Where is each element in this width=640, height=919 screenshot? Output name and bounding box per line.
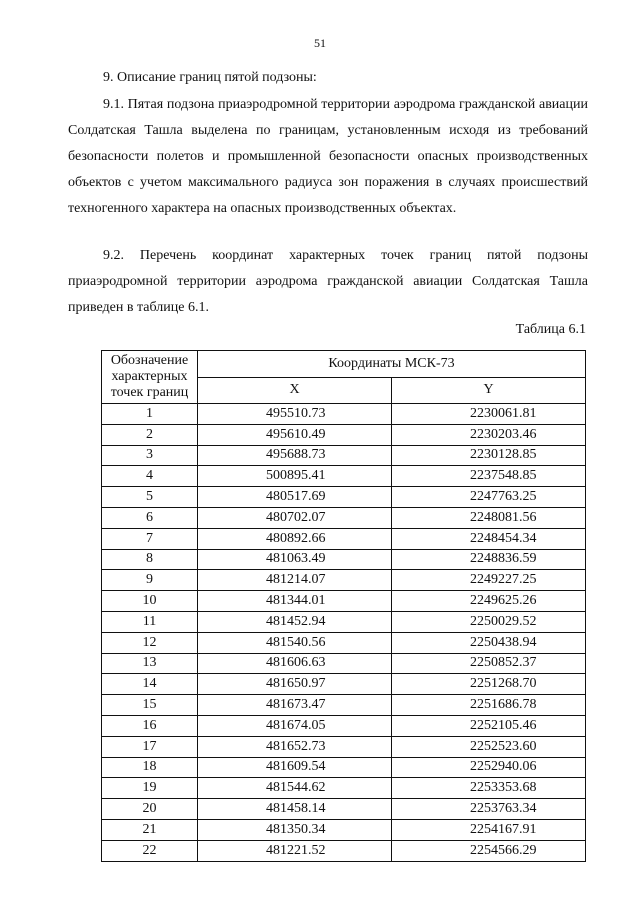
y-coordinate-cell: 2230203.46 [392, 424, 586, 445]
x-coordinate-cell: 495610.49 [198, 424, 392, 445]
coordinates-table [101, 350, 586, 862]
table-row [102, 778, 586, 799]
x-coordinate-cell: 481652.73 [198, 736, 392, 757]
header-y: Y [392, 377, 586, 403]
table-row [102, 591, 586, 612]
point-number-cell: 10 [102, 591, 198, 612]
x-coordinate-cell: 481609.54 [198, 757, 392, 778]
point-number-cell: 3 [102, 445, 198, 466]
point-number-cell: 8 [102, 549, 198, 570]
x-coordinate-cell: 481350.34 [198, 819, 392, 840]
point-number-cell: 4 [102, 466, 198, 487]
y-coordinate-cell: 2252105.46 [392, 715, 586, 736]
point-number-cell: 11 [102, 611, 198, 632]
y-coordinate-cell: 2237548.85 [392, 466, 586, 487]
x-coordinate-cell: 481544.62 [198, 778, 392, 799]
point-number-cell: 5 [102, 487, 198, 508]
point-number-cell: 18 [102, 757, 198, 778]
point-number-cell: 19 [102, 778, 198, 799]
x-coordinate-cell: 495510.73 [198, 404, 392, 425]
y-coordinate-cell: 2250438.94 [392, 632, 586, 653]
y-coordinate-cell: 2254566.29 [392, 840, 586, 861]
coordinates-table-body [102, 404, 586, 862]
point-number-cell: 17 [102, 736, 198, 757]
table-row [102, 424, 586, 445]
table-row [102, 674, 586, 695]
table-row [102, 487, 586, 508]
point-number-cell: 9 [102, 570, 198, 591]
y-coordinate-cell: 2250029.52 [392, 611, 586, 632]
y-coordinate-cell: 2249227.25 [392, 570, 586, 591]
y-coordinate-cell: 2230128.85 [392, 445, 586, 466]
x-coordinate-cell: 481458.14 [198, 799, 392, 820]
y-coordinate-cell: 2248454.34 [392, 528, 586, 549]
x-coordinate-cell: 481452.94 [198, 611, 392, 632]
y-coordinate-cell: 2251686.78 [392, 695, 586, 716]
y-coordinate-cell: 2251268.70 [392, 674, 586, 695]
table-row [102, 445, 586, 466]
header-coordinates: Координаты МСК-73 [198, 351, 586, 378]
header-point-designation: Обозначение характерных точек границ [102, 351, 198, 404]
y-coordinate-cell: 2252940.06 [392, 757, 586, 778]
table-row [102, 570, 586, 591]
header-x: X [198, 377, 392, 403]
paragraph-9-2: 9.2. Перечень координат характерных точек границ пятой подзоны приаэродромной территории аэродрома гражданской авиации Солдатская Ташла приведен в таблице 6.1. [68, 248, 588, 315]
y-coordinate-cell: 2230061.81 [392, 404, 586, 425]
table-row [102, 799, 586, 820]
table-row [102, 695, 586, 716]
table-row [102, 715, 586, 736]
x-coordinate-cell: 500895.41 [198, 466, 392, 487]
table-row [102, 404, 586, 425]
x-coordinate-cell: 495688.73 [198, 445, 392, 466]
x-coordinate-cell: 481650.97 [198, 674, 392, 695]
x-coordinate-cell: 481674.05 [198, 715, 392, 736]
x-coordinate-cell: 481214.07 [198, 570, 392, 591]
x-coordinate-cell: 481063.49 [198, 549, 392, 570]
page-number: 51 [314, 36, 326, 50]
x-coordinate-cell: 480517.69 [198, 487, 392, 508]
point-number-cell: 6 [102, 507, 198, 528]
table-row [102, 507, 586, 528]
table-row [102, 757, 586, 778]
point-number-cell: 16 [102, 715, 198, 736]
x-coordinate-cell: 481606.63 [198, 653, 392, 674]
point-number-cell: 20 [102, 799, 198, 820]
table-row [102, 466, 586, 487]
y-coordinate-cell: 2247763.25 [392, 487, 586, 508]
point-number-cell: 21 [102, 819, 198, 840]
table-row [102, 653, 586, 674]
point-number-cell: 12 [102, 632, 198, 653]
table-row [102, 819, 586, 840]
point-number-cell: 14 [102, 674, 198, 695]
point-number-cell: 7 [102, 528, 198, 549]
table-row [102, 549, 586, 570]
point-number-cell: 22 [102, 840, 198, 861]
y-coordinate-cell: 2252523.60 [392, 736, 586, 757]
x-coordinate-cell: 480702.07 [198, 507, 392, 528]
y-coordinate-cell: 2253353.68 [392, 778, 586, 799]
x-coordinate-cell: 481673.47 [198, 695, 392, 716]
y-coordinate-cell: 2249625.26 [392, 591, 586, 612]
point-number-cell: 2 [102, 424, 198, 445]
y-coordinate-cell: 2253763.34 [392, 799, 586, 820]
x-coordinate-cell: 481344.01 [198, 591, 392, 612]
y-coordinate-cell: 2248081.56 [392, 507, 586, 528]
paragraph-9-1: 9.1. Пятая подзона приаэродромной территории аэродрома гражданской авиации Солдатская Ташла выделена по границам, установленным исходя из требований безопасности полетов и промышленной безопасности опасных производственных объектов с учетом максимального радиуса зон поражения в случаях происшествий техногенного характера на опасных производственных объектах. [68, 97, 588, 216]
point-number-cell: 13 [102, 653, 198, 674]
table-row [102, 528, 586, 549]
point-number-cell: 15 [102, 695, 198, 716]
table-row [102, 632, 586, 653]
section-heading: 9. Описание границ пятой подзоны: [103, 70, 317, 85]
x-coordinate-cell: 481540.56 [198, 632, 392, 653]
x-coordinate-cell: 480892.66 [198, 528, 392, 549]
y-coordinate-cell: 2254167.91 [392, 819, 586, 840]
table-row [102, 611, 586, 632]
table-caption: Таблица 6.1 [515, 322, 586, 337]
y-coordinate-cell: 2248836.59 [392, 549, 586, 570]
table-row [102, 736, 586, 757]
y-coordinate-cell: 2250852.37 [392, 653, 586, 674]
point-number-cell: 1 [102, 404, 198, 425]
x-coordinate-cell: 481221.52 [198, 840, 392, 861]
table-row [102, 840, 586, 861]
